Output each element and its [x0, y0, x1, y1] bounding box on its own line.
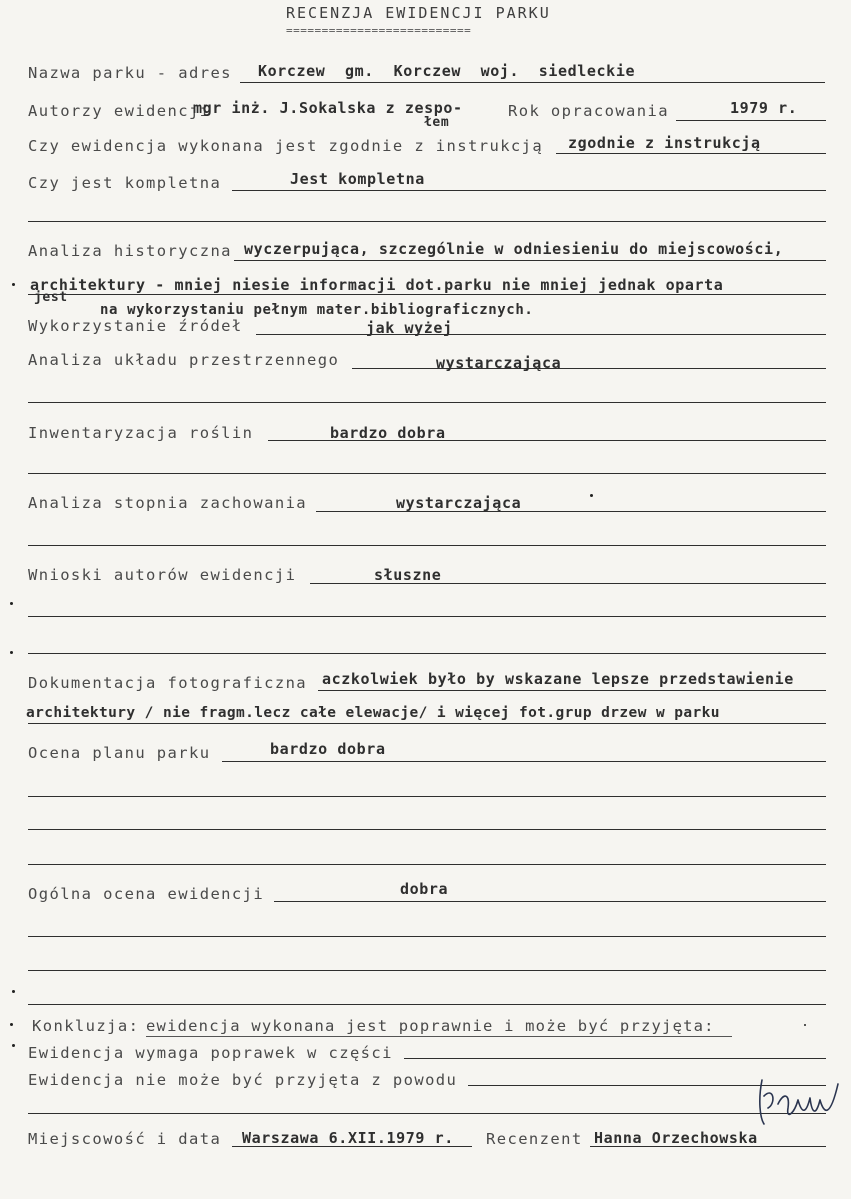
authors-value-cont: łem [424, 115, 450, 130]
photo-documentation-line [318, 690, 826, 691]
conclusion-value: ewidencja wykonana jest poprawnie i może być przyjęta: [146, 1017, 715, 1035]
completeness-label: Czy jest kompletna [28, 174, 222, 192]
ink-dot [10, 602, 13, 605]
photo-documentation-value-2: architektury / nie fragm.lecz całe elewacje/ i więcej fot.grup drzew w parku [26, 705, 720, 721]
blank-line [28, 796, 826, 797]
place-date-label: Miejscowość i data [28, 1130, 222, 1148]
blank-line [28, 1113, 826, 1114]
conclusion-label: Konkluzja: [32, 1017, 140, 1035]
photo-documentation-line-2 [28, 723, 826, 724]
blank-line [28, 616, 826, 617]
preservation-analysis-line [316, 511, 826, 512]
spatial-analysis-value: wystarczająca [436, 354, 562, 372]
ink-dot [12, 990, 15, 993]
historical-analysis-line [234, 260, 826, 261]
rejection-label: Ewidencja nie może być przyjęta z powodu [28, 1071, 458, 1089]
conclusions-value: słuszne [374, 566, 442, 584]
form-title: RECENZJA EWIDENCJI PARKU [286, 4, 551, 22]
conclusion-underline [146, 1036, 732, 1037]
ink-dot [12, 1044, 15, 1047]
reviewer-label: Recenzent [486, 1130, 583, 1148]
authors-value: mgr inż. J.Sokalska z zespo- [193, 99, 463, 117]
authors-label: Autorzy ewidencji [28, 102, 211, 120]
historical-analysis-line-2 [28, 294, 826, 295]
completeness-value: Jest kompletna [290, 170, 425, 188]
blank-line [28, 653, 826, 654]
historical-analysis-value-2: architektury - mniej niesie informacji dot.parku nie mniej jednak oparta [30, 276, 724, 294]
preservation-analysis-label: Analiza stopnia zachowania [28, 494, 308, 512]
year-label: Rok opracowania [508, 102, 669, 120]
year-line [676, 120, 826, 121]
blank-line [28, 829, 826, 830]
sources-value: jak wyżej [366, 319, 453, 337]
compliance-value: zgodnie z instrukcją [568, 134, 761, 152]
photo-documentation-value-1: aczkolwiek było by wskazane lepsze przedstawienie [322, 670, 794, 688]
overall-rating-value: dobra [400, 880, 449, 898]
place-date-value: Warszawa 6.XII.1979 r. [242, 1129, 454, 1147]
park-name-value: Korczew gm. Korczew woj. siedleckie [258, 62, 636, 80]
park-plan-value: bardzo dobra [270, 740, 386, 758]
blank-line [28, 864, 826, 865]
park-name-line [240, 82, 825, 83]
blank-line [28, 936, 826, 937]
ink-dot [590, 494, 593, 497]
sources-label: Wykorzystanie źródeł [28, 317, 243, 335]
blank-line [28, 545, 826, 546]
spatial-analysis-line [352, 368, 826, 369]
park-name-label: Nazwa parku - adres [28, 64, 232, 82]
park-plan-line [222, 761, 826, 762]
historical-analysis-value-1: wyczerpująca, szczególnie w odniesieniu do miejscowości, [244, 240, 784, 258]
blank-line [28, 970, 826, 971]
year-value: 1979 r. [730, 99, 798, 117]
blank-line [28, 1004, 826, 1005]
ink-dot [804, 1024, 806, 1026]
plant-inventory-value: bardzo dobra [330, 424, 446, 442]
ink-dot [10, 1023, 13, 1026]
spatial-analysis-label: Analiza układu przestrzennego [28, 351, 340, 369]
overall-rating-line [274, 901, 826, 902]
overall-rating-label: Ogólna ocena ewidencji [28, 885, 265, 903]
historical-analysis-value-3a: jest [34, 290, 68, 305]
ink-dot [12, 283, 15, 286]
plant-inventory-label: Inwentaryzacja roślin [28, 424, 254, 442]
historical-analysis-value-3b: na wykorzystaniu pełnym mater.bibliograficznych. [100, 302, 534, 318]
photo-documentation-label: Dokumentacja fotograficzna [28, 674, 308, 692]
signature-scribble [754, 1074, 846, 1132]
corrections-label: Ewidencja wymaga poprawek w części [28, 1044, 393, 1062]
park-plan-label: Ocena planu parku [28, 744, 211, 762]
blank-line [28, 402, 826, 403]
reviewer-value: Hanna Orzechowska [594, 1129, 758, 1147]
compliance-label: Czy ewidencja wykonana jest zgodnie z instrukcją [28, 137, 544, 155]
blank-line [28, 221, 826, 222]
compliance-line [556, 153, 826, 154]
blank-line [28, 473, 826, 474]
ink-dot [10, 651, 13, 654]
corrections-line [404, 1058, 826, 1059]
conclusions-label: Wnioski autorów ewidencji [28, 566, 297, 584]
sources-line [256, 334, 826, 335]
completeness-line [232, 190, 826, 191]
preservation-analysis-value: wystarczająca [396, 494, 522, 512]
title-underline: ========================== [286, 24, 472, 37]
historical-analysis-label: Analiza historyczna [28, 242, 232, 260]
